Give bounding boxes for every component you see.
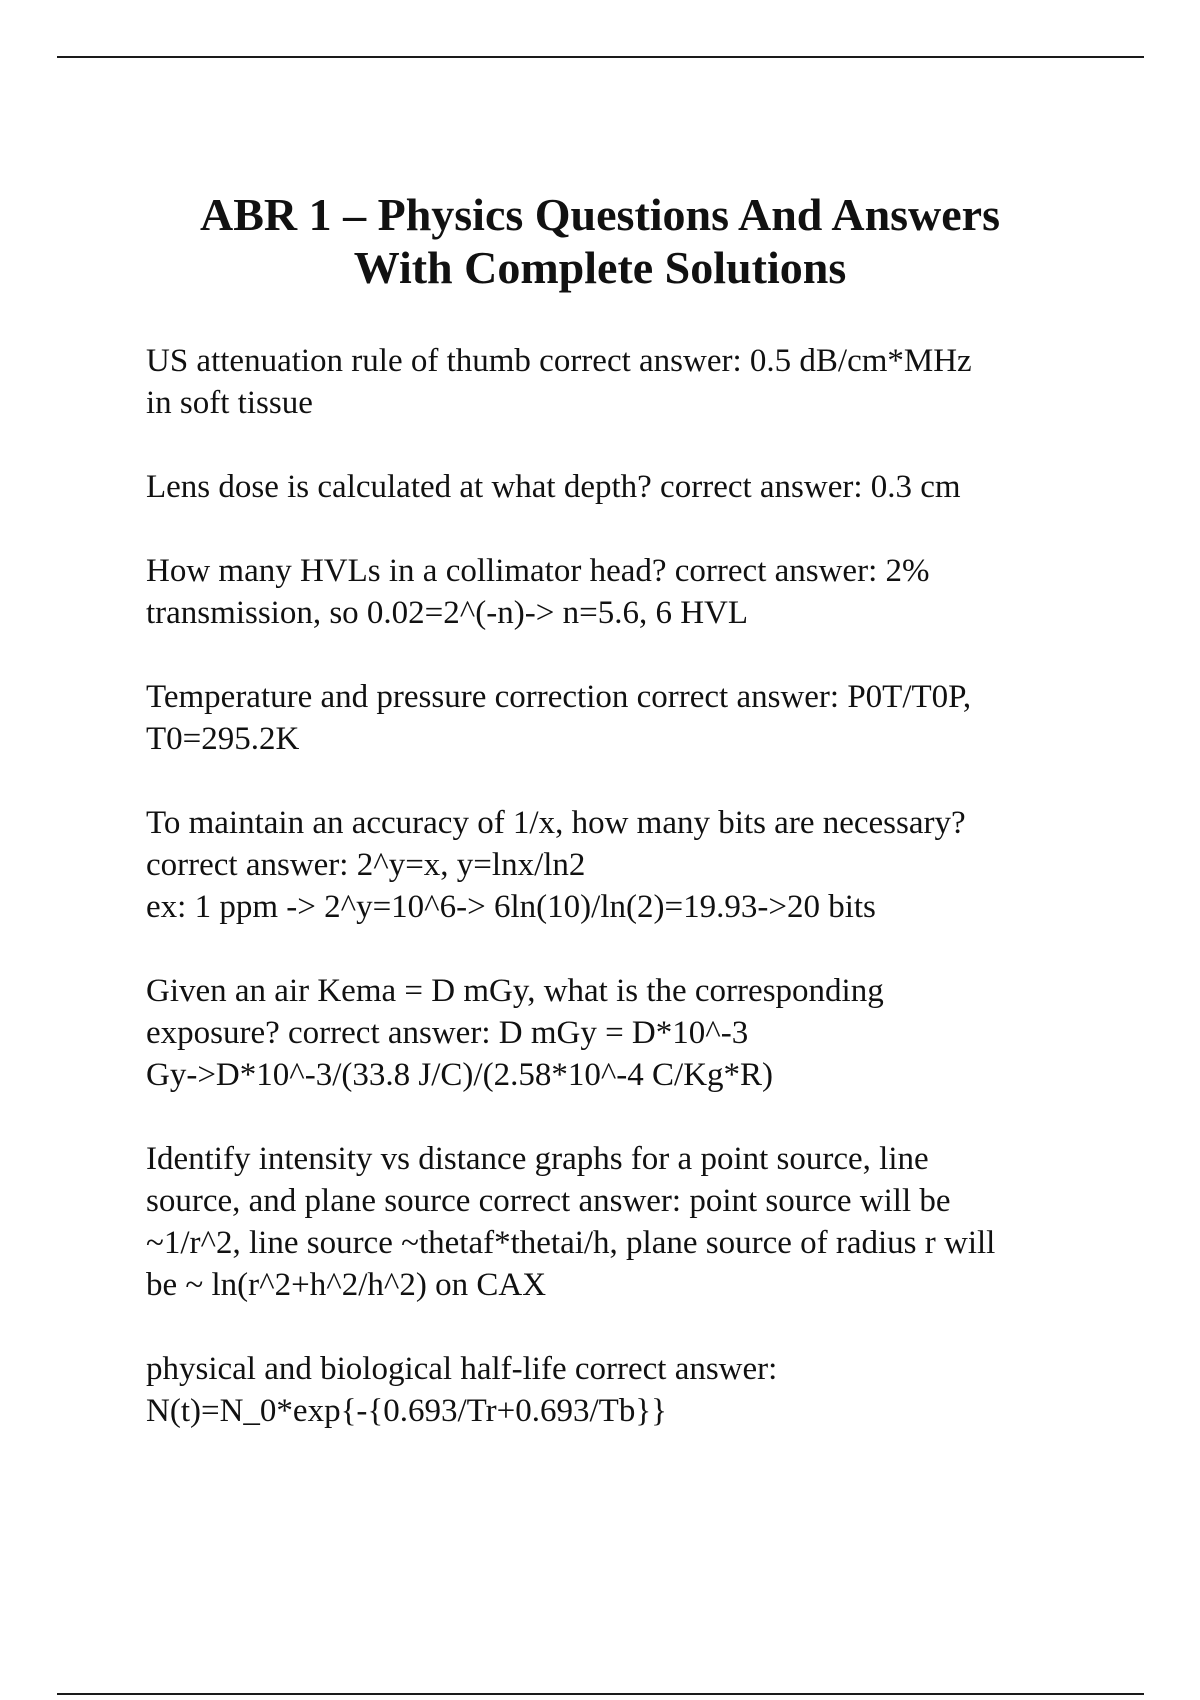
title-line-2: With Complete Solutions (353, 242, 847, 293)
qa-line: Gy->D*10^-3/(33.8 J/C)/(2.58*10^-4 C/Kg*R) (146, 1057, 774, 1093)
title-line-1: ABR 1 – Physics Questions And Answers (199, 189, 1001, 240)
qa-entry-6 (146, 970, 1106, 1096)
qa-line: T0=295.2K (146, 721, 300, 757)
qa-line: To maintain an accuracy of 1/x, how many bits are necessary? (146, 805, 966, 841)
qa-list (146, 340, 1106, 1474)
qa-entry-7 (146, 1138, 1106, 1306)
qa-line: ~1/r^2, line source ~thetaf*thetai/h, plane source of radius r will (146, 1225, 996, 1261)
qa-entry-8 (146, 1348, 1106, 1432)
qa-entry-4 (146, 676, 1106, 760)
qa-line: source, and plane source correct answer: point source will be (146, 1183, 951, 1219)
qa-line: in soft tissue (146, 385, 313, 421)
qa-line: Given an air Kema = D mGy, what is the corresponding (146, 973, 884, 1009)
qa-line: transmission, so 0.02=2^(-n)-> n=5.6, 6 HVL (146, 595, 749, 631)
qa-entry-2 (146, 466, 1106, 508)
qa-line: Identify intensity vs distance graphs for a point source, line (146, 1141, 929, 1177)
page-title (100, 188, 1100, 294)
qa-line: N(t)=N_0*exp{-{0.693/Tr+0.693/Tb}} (146, 1393, 668, 1429)
qa-entry-5 (146, 802, 1106, 928)
bottom-rule (57, 1693, 1144, 1695)
qa-entry-1 (146, 340, 1106, 424)
qa-entry-3 (146, 550, 1106, 634)
qa-line: physical and biological half-life correct answer: (146, 1351, 778, 1387)
top-rule (57, 56, 1144, 58)
qa-line: be ~ ln(r^2+h^2/h^2) on CAX (146, 1267, 547, 1303)
qa-line: ex: 1 ppm -> 2^y=10^6-> 6ln(10)/ln(2)=19.93->20 bits (146, 889, 876, 925)
qa-line: correct answer: 2^y=x, y=lnx/ln2 (146, 847, 586, 883)
qa-line: How many HVLs in a collimator head? correct answer: 2% (146, 553, 930, 589)
qa-line: US attenuation rule of thumb correct answer: 0.5 dB/cm*MHz (146, 343, 972, 379)
qa-line: Temperature and pressure correction correct answer: P0T/T0P, (146, 679, 972, 715)
qa-line: Lens dose is calculated at what depth? correct answer: 0.3 cm (146, 469, 961, 505)
qa-line: exposure? correct answer: D mGy = D*10^-3 (146, 1015, 749, 1051)
